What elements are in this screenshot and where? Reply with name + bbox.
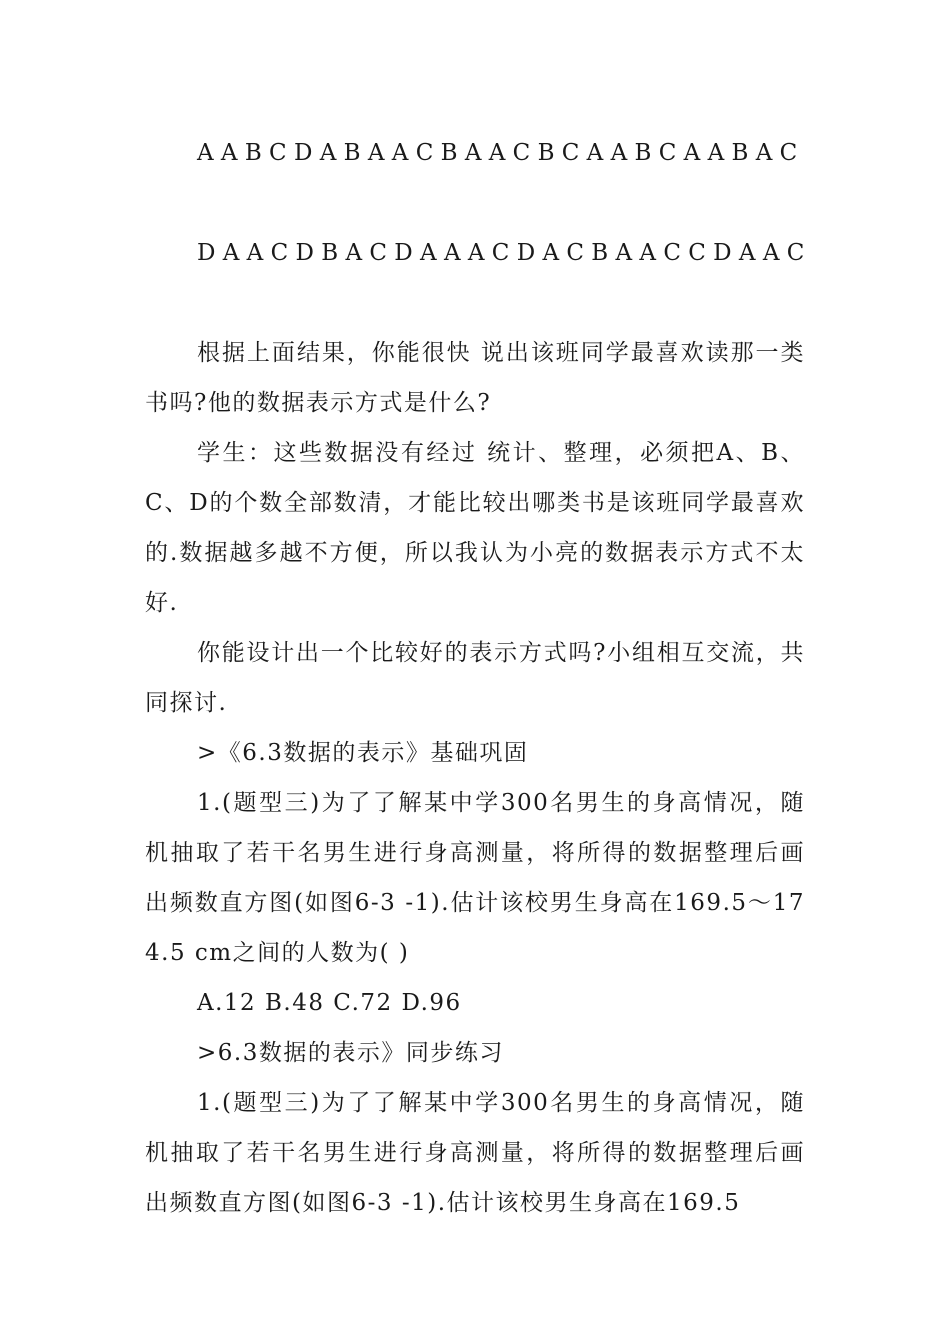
answer-sequence-2: D A A C D B A C D A A A C D A C B A A C C D A A C — [197, 240, 805, 266]
student-answer-paragraph: 学生：这些数据没有经过 统计、整理，必须把A、B、C、D的个数全部数清，才能比较出哪类书是该班同学最喜欢的.数据越多越不方便，所以我认为小亮的数据表示方式不太好. — [145, 440, 805, 616]
answer-choices: A.12 B.48 C.72 D.96 — [197, 990, 462, 1016]
section-heading-sync: >6.3数据的表示》同步练习 — [197, 1040, 504, 1066]
exercise-question-1: 1.(题型三)为了了解某中学300名男生的身高情况，随机抽取了若干名男生进行身高测量，将所得的数据整理后画出频数直方图(如图6-3 -1).估计该校男生身高在169.5～174.5 cm之间的人数为( ) — [145, 790, 805, 966]
exercise-question-2: 1.(题型三)为了了解某中学300名男生的身高情况，随机抽取了若干名男生进行身高测量，将所得的数据整理后画出频数直方图(如图6-3 -1).估计该校男生身高在169.5 — [145, 1090, 805, 1216]
section-heading-basic: >《6.3数据的表示》基础巩固 — [197, 740, 529, 766]
answer-sequence-1: A A B C D A B A A C B A A C B C A A B C A A B A C — [197, 140, 798, 166]
discussion-paragraph: 你能设计出一个比较好的表示方式吗?小组相互交流，共同探讨. — [145, 640, 805, 716]
question-paragraph: 根据上面结果，你能很快 说出该班同学最喜欢读那一类书吗?他的数据表示方式是什么? — [145, 340, 805, 416]
